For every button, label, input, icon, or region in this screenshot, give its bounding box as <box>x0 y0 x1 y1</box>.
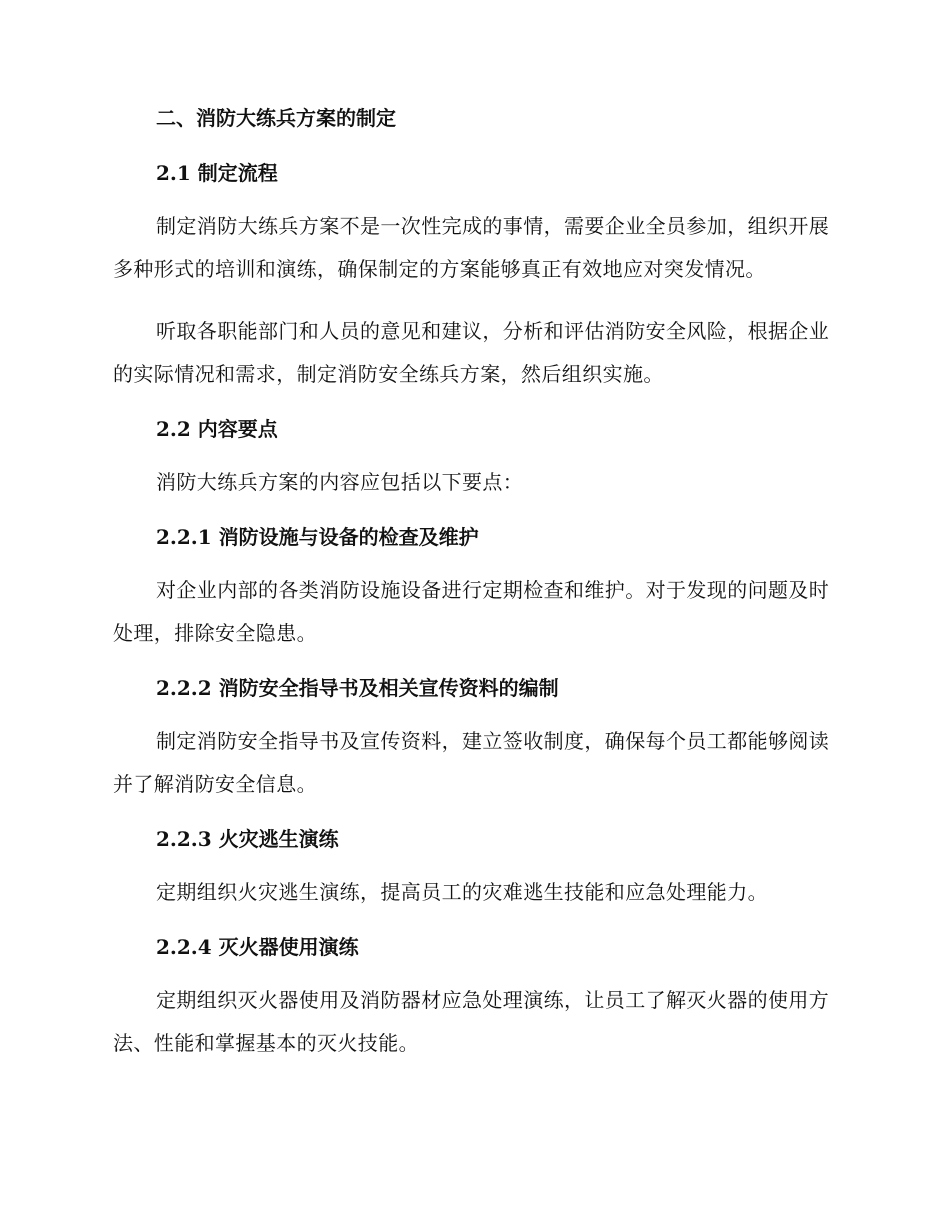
section-title: 二、消防大练兵方案的制定 <box>156 106 396 130</box>
heading-2-2-1: 2.2.1 消防设施与设备的检查及维护 <box>156 525 479 549</box>
paragraph-2-2-4: 定期组织灭火器使用及消防器材应急处理演练，让员工了解灭火器的使用方法、性能和掌握基本的灭火技能。 <box>113 988 830 1055</box>
paragraph-2-2-2: 制定消防安全指导书及宣传资料，建立签收制度，确保每个员工都能够阅读并了解消防安全信息。 <box>113 729 830 796</box>
heading-2-2: 2.2 内容要点 <box>156 417 278 441</box>
heading-2-2-4: 2.2.4 灭火器使用演练 <box>156 935 359 959</box>
paragraph-2-2-3: 定期组织火灾逃生演练，提高员工的灾难逃生技能和应急处理能力。 <box>156 880 768 904</box>
paragraph-2-2-intro: 消防大练兵方案的内容应包括以下要点： <box>156 470 524 494</box>
document-body <box>113 104 833 1065</box>
paragraph-2-1-b: 听取各职能部门和人员的意见和建议，分析和评估消防安全风险，根据企业的实际情况和需求，制定消防安全练兵方案，然后组织实施。 <box>113 319 830 386</box>
heading-2-2-3: 2.2.3 火灾逃生演练 <box>156 827 339 851</box>
heading-2-2-2: 2.2.2 消防安全指导书及相关宣传资料的编制 <box>156 676 559 700</box>
heading-2-1: 2.1 制定流程 <box>156 161 278 185</box>
paragraph-2-2-1: 对企业内部的各类消防设施设备进行定期检查和维护。对于发现的问题及时处理，排除安全隐患。 <box>113 578 830 645</box>
paragraph-2-1-a: 制定消防大练兵方案不是一次性完成的事情，需要企业全员参加，组织开展多种形式的培训和演练，确保制定的方案能够真正有效地应对突发情况。 <box>113 214 830 281</box>
